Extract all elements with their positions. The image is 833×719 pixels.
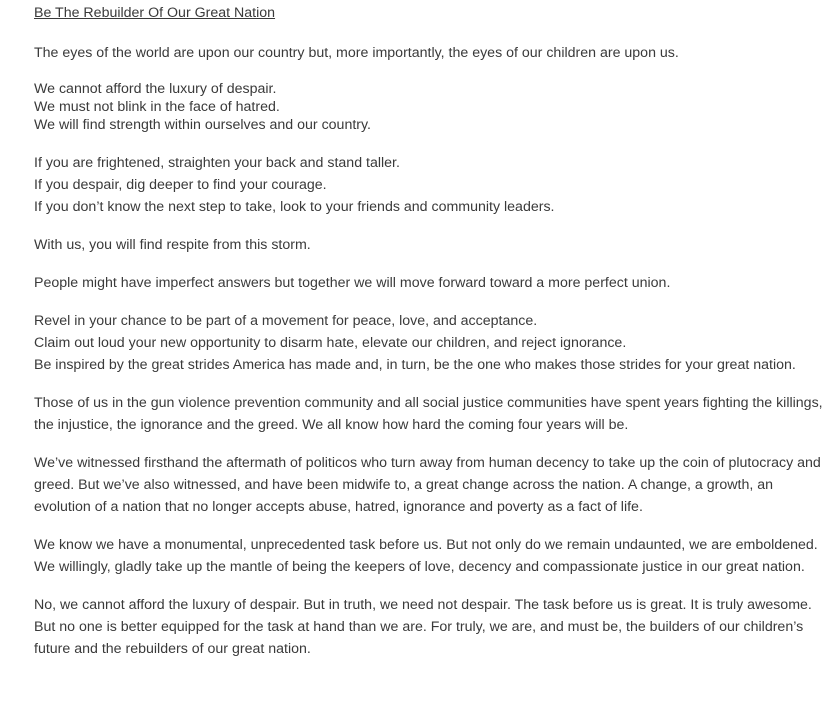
- paragraph-3: [34, 152, 829, 218]
- paragraph-line: We will find strength within ourselves and our country.: [34, 117, 371, 133]
- paragraph-line: People might have imperfect answers but together we will move forward toward a more perfect union.: [34, 275, 671, 291]
- paragraph-10: [34, 594, 829, 660]
- paragraph-8: [34, 452, 829, 518]
- paragraph-line: If you are frightened, straighten your back and stand taller.: [34, 155, 400, 171]
- paragraph-9: [34, 534, 829, 578]
- paragraph-line: Those of us in the gun violence prevention community and all social justice communities have spent years fighting the killings, the injustice, the ignorance and the greed. We all know how hard the coming four years will be.: [34, 395, 823, 433]
- paragraph-line: Claim out loud your new opportunity to disarm hate, elevate our children, and reject ignorance.: [34, 335, 627, 351]
- paragraph-line: We must not blink in the face of hatred.: [34, 99, 280, 115]
- paragraph-line: Revel in your chance to be part of a movement for peace, love, and acceptance.: [34, 313, 538, 329]
- paragraph-6: [34, 310, 829, 376]
- paragraph-2: [34, 80, 829, 134]
- paragraph-line: We cannot afford the luxury of despair.: [34, 81, 277, 97]
- paragraph-7: [34, 392, 829, 436]
- paragraph-5: [34, 272, 829, 294]
- paragraph-line: The eyes of the world are upon our country but, more importantly, the eyes of our children are upon us.: [34, 45, 679, 61]
- paragraph-line: We know we have a monumental, unprecedented task before us. But not only do we remain undaunted, we are emboldened. We willingly, gladly take up the mantle of being the keepers of love, decency and compassionate justice in our great nation.: [34, 537, 818, 575]
- document-title: Be The Rebuilder Of Our Great Nation: [34, 5, 276, 21]
- paragraph-line: If you don’t know the next step to take, look to your friends and community leaders.: [34, 199, 555, 215]
- paragraph-line: Be inspired by the great strides America has made and, in turn, be the one who makes those strides for your great nation.: [34, 357, 796, 373]
- paragraph-line: With us, you will find respite from this storm.: [34, 237, 311, 253]
- paragraph-4: [34, 234, 829, 256]
- paragraph-line: No, we cannot afford the luxury of despair. But in truth, we need not despair. The task before us is great. It is truly awesome. But no one is better equipped for the task at hand than we are. For truly, we are, and must be, the builders of our children’s future and the rebuilders of our great nation.: [34, 597, 812, 657]
- paragraph-line: If you despair, dig deeper to find your courage.: [34, 177, 327, 193]
- paragraph-1: [34, 42, 829, 64]
- paragraph-line: We’ve witnessed firsthand the aftermath of politicos who turn away from human decency to take up the coin of plutocracy and greed. But we’ve also witnessed, and have been midwife to, a great change across the nation. A change, a growth, an evolution of a nation that no longer accepts abuse, hatred, ignorance and poverty as a fact of life.: [34, 455, 821, 515]
